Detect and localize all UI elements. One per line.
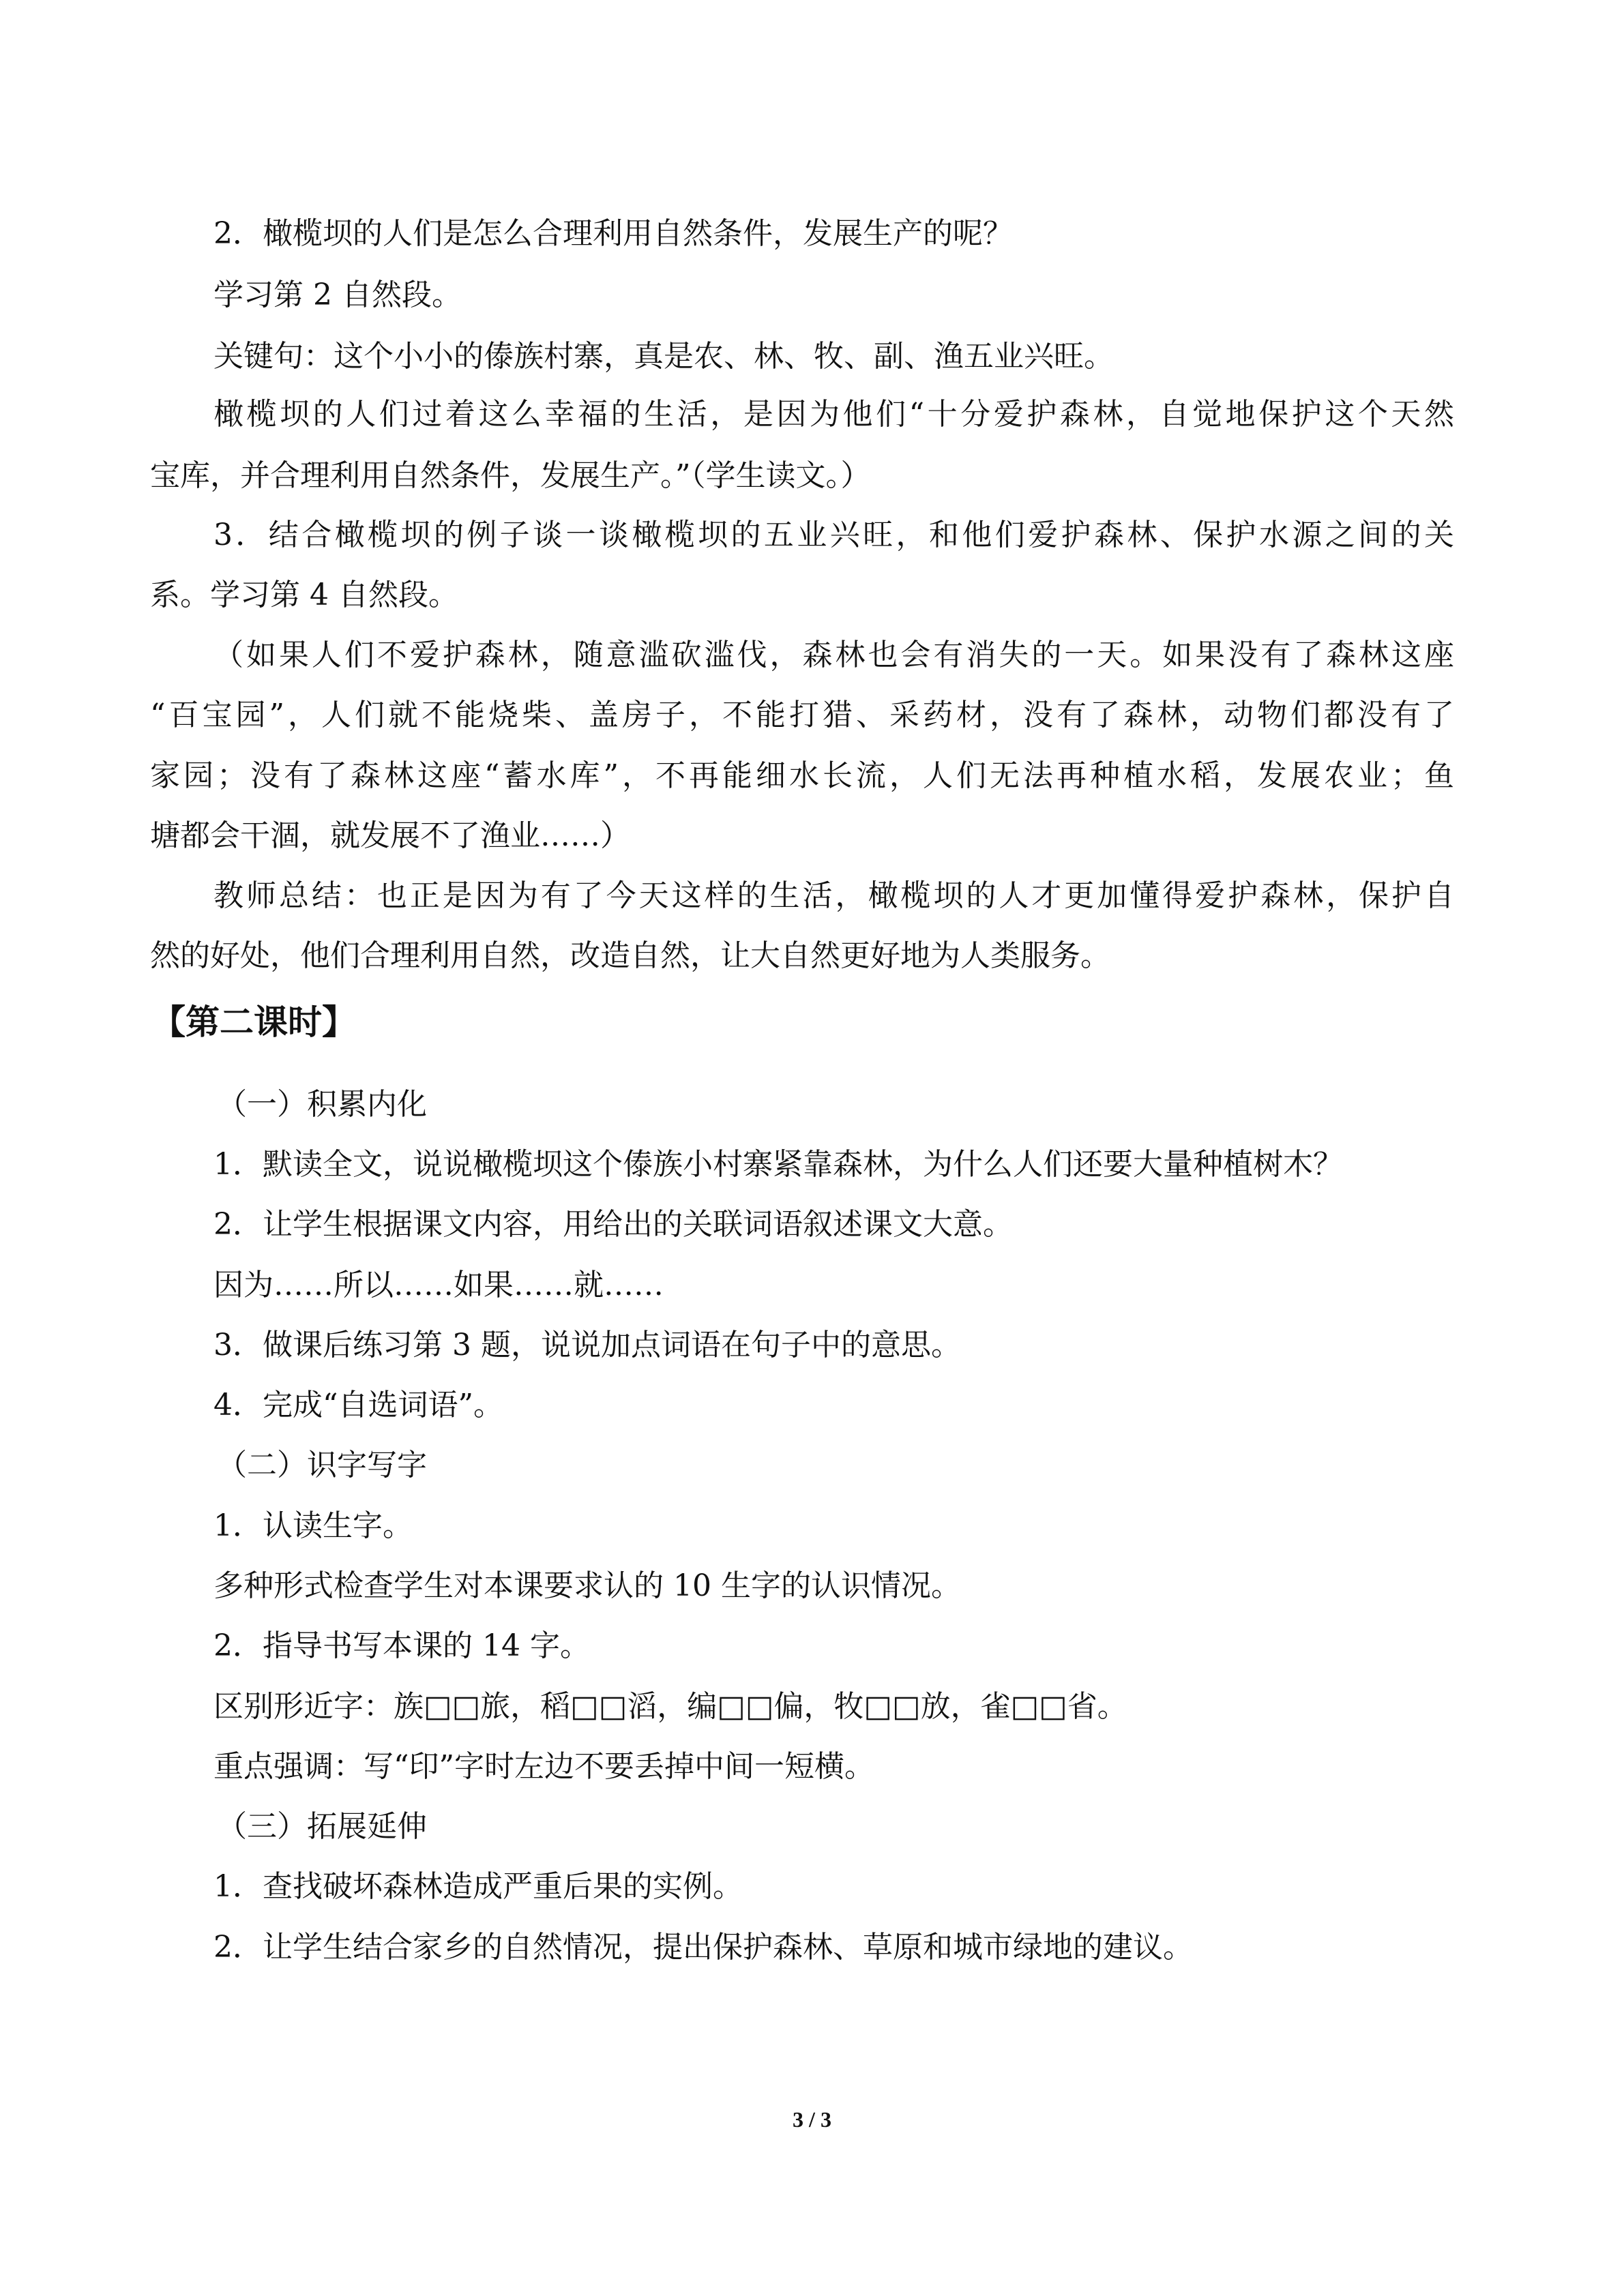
paragraph-line: 4．完成“自选词语”。 xyxy=(213,1388,503,1422)
page-number: 3 / 3 xyxy=(793,2107,831,2132)
paragraph-line: 橄榄坝的人们过着这么幸福的生活，是因为他们“十分爱护森林，自觉地保护这个天然 xyxy=(213,397,1454,432)
paragraph-line: 1．认读生字。 xyxy=(213,1508,413,1543)
subsection-title: （一）积累内化 xyxy=(217,1087,427,1122)
paragraph-line: 区别形近字：族□□旅，稻□□滔，编□□偏，牧□□放，雀□□省。 xyxy=(213,1689,1127,1724)
paragraph-line: 因为……所以……如果……就…… xyxy=(213,1268,664,1302)
paragraph-line: “百宝园”，人们就不能烧柴、盖房子，不能打猎、采药材，没有了森林，动物们都没有了 xyxy=(150,698,1454,732)
paragraph-line: 2．让学生根据课文内容，用给出的关联词语叙述课文大意。 xyxy=(213,1207,1013,1242)
paragraph-line: 教师总结：也正是因为有了今天这样的生活，橄榄坝的人才更加懂得爱护森林，保护自 xyxy=(213,878,1454,913)
paragraph-line: 3．做课后练习第 3 题，说说加点词语在句子中的意思。 xyxy=(213,1328,961,1362)
paragraph-line: 2．指导书写本课的 14 字。 xyxy=(213,1628,590,1663)
paragraph-line: 塘都会干涸，就发展不了渔业……） xyxy=(150,818,630,853)
paragraph-line: 多种形式检查学生对本课要求认的 10 生字的认识情况。 xyxy=(213,1568,961,1603)
paragraph-line: 重点强调：写“印”字时左边不要丢掉中间一短横。 xyxy=(213,1749,874,1784)
paragraph-line: 2．让学生结合家乡的自然情况，提出保护森林、草原和城市绿地的建议。 xyxy=(213,1930,1193,1965)
paragraph-line: 家园；没有了森林这座“蓄水库”，不再能细水长流，人们无法再种植水稻，发展农业；鱼 xyxy=(150,758,1454,793)
paragraph-line: 宝库，并合理利用自然条件，发展生产。”（学生读文。） xyxy=(150,458,871,493)
section-heading: 【第二课时】 xyxy=(151,1002,356,1042)
paragraph-line: 1．默读全文，说说橄榄坝这个傣族小村寨紧靠森林，为什么人们还要大量种植树木？ xyxy=(213,1147,1343,1182)
paragraph-line: 系。学习第 4 自然段。 xyxy=(150,578,458,612)
paragraph-line: （如果人们不爱护森林，随意滥砍滥伐，森林也会有消失的一天。如果没有了森林这座 xyxy=(213,638,1454,672)
paragraph-line: 然的好处，他们合理利用自然，改造自然，让大自然更好地为人类服务。 xyxy=(150,938,1110,973)
paragraph-line: 1．查找破坏森林造成严重后果的实例。 xyxy=(213,1869,743,1904)
paragraph-line: 学习第 2 自然段。 xyxy=(213,278,462,312)
paragraph-line: 2．橄榄坝的人们是怎么合理利用自然条件，发展生产的呢？ xyxy=(213,216,1013,251)
paragraph-line: 关键句：这个小小的傣族村寨，真是农、林、牧、副、渔五业兴旺。 xyxy=(213,339,1114,374)
subsection-title: （三）拓展延伸 xyxy=(217,1809,427,1844)
paragraph-line: 3．结合橄榄坝的例子谈一谈橄榄坝的五业兴旺，和他们爱护森林、保护水源之间的关 xyxy=(213,518,1454,552)
subsection-title: （二）识字写字 xyxy=(217,1448,427,1482)
